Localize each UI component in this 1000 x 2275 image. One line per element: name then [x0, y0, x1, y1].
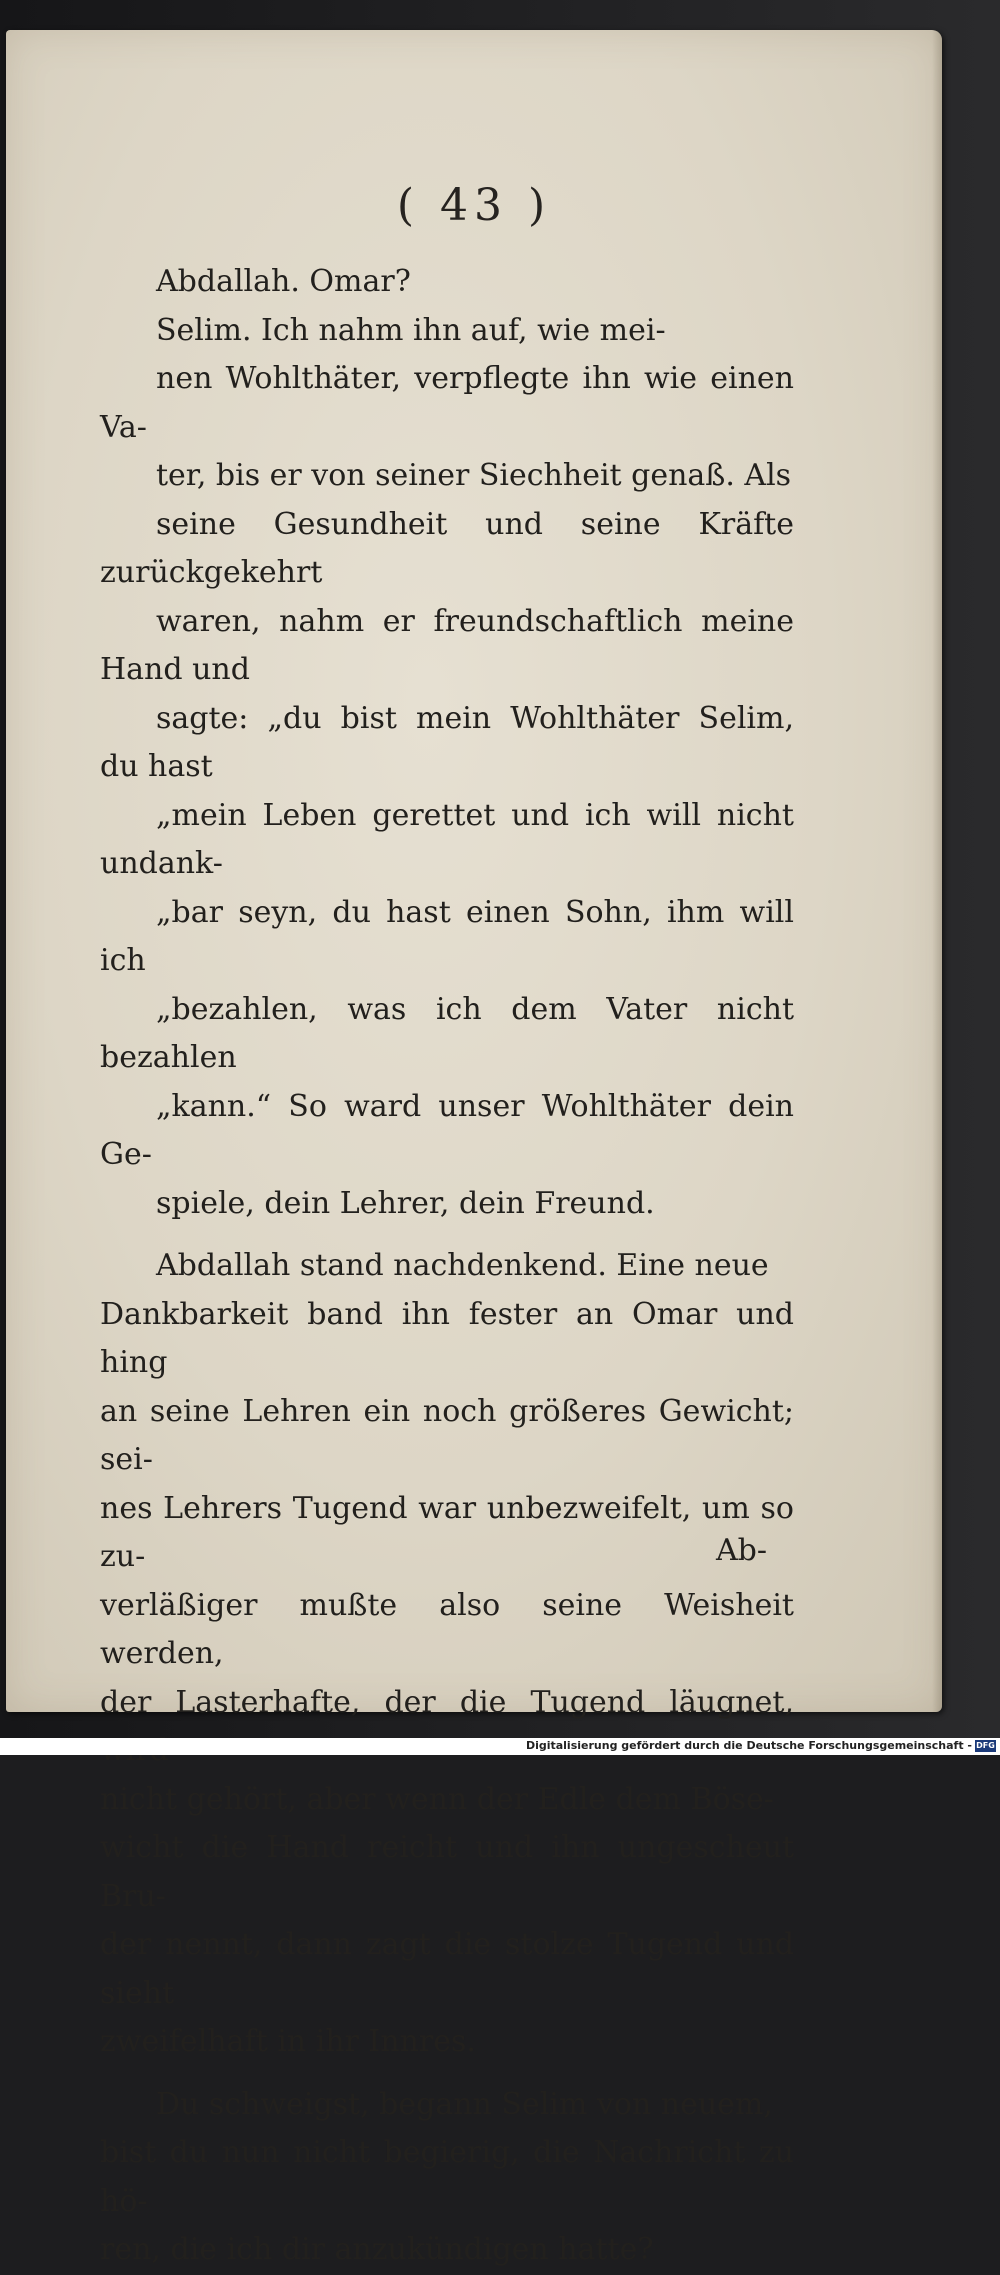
text-line: zweifelhaft in ihr Innres. — [100, 2024, 476, 2059]
text-line: Abdallah stand nachdenkend. Eine neue — [156, 1248, 769, 1283]
text-line: wicht die Hand reicht und ihn ungescheut Bru- — [100, 1830, 794, 1914]
text-line: nicht gehört, aber wenn der Edle dem Böse- — [100, 1781, 774, 1817]
text-line: sagte: „du bist mein Wohlthäter Selim, du hast — [100, 700, 794, 784]
text-line: spiele, dein Lehrer, dein Freund. — [156, 1185, 655, 1221]
text-line: bist du nun nicht begierig, die Nachricht zu hö- — [100, 2135, 794, 2219]
text-line: an seine Lehren ein noch größeres Gewicht; sei- — [100, 1393, 794, 1477]
paragraph-3 — [100, 2081, 794, 2275]
text-line: verläßiger mußte also seine Weisheit werden, — [100, 1587, 794, 1671]
text-line: nen Wohlthäter, verpflegte ihn wie einen Va- — [100, 361, 794, 445]
text-line: „bar seyn, du hast einen Sohn, ihm will ich — [100, 894, 794, 978]
footer-credit: Digitalisierung gefördert durch die Deutsche Forschungsgemeinschaft - — [525, 1739, 972, 1752]
text-line: Selim. Ich nahm ihn auf, wie mei- — [156, 312, 666, 348]
text-line: ren, die ich dir anzukündigen hatte? — [100, 2232, 654, 2267]
page-edge-shadow — [932, 30, 942, 1712]
text-line: der Lasterhafte, der die Tugend läugnet, — [100, 1684, 794, 1720]
footer-strip — [0, 1738, 1000, 1755]
text-line: der nennt, dann zagt die stolze Tugend und sieht — [100, 1927, 794, 2011]
page-number: ( 43 ) — [396, 180, 552, 231]
text-line: Du schweigst, begann Selim von neuem, — [156, 2086, 773, 2122]
text-line: „kann.“ So ward unser Wohlthäter dein Ge- — [100, 1088, 794, 1172]
paragraph-2 — [100, 1242, 794, 2067]
text-line: „mein Leben gerettet und ich will nicht undank- — [100, 797, 794, 881]
text-line: „bezahlen, was ich dem Vater nicht bezahlen — [100, 991, 794, 1075]
paragraph-1 — [100, 258, 794, 1228]
text-line: nes Lehrers Tugend war unbezweifelt, um so zu- — [100, 1490, 794, 1574]
text-line: ter, bis er von seiner Siechheit genaß. Als — [156, 458, 792, 493]
catchword: Ab- — [716, 1533, 768, 1568]
text-line: seine Gesundheit und seine Kräfte zurückgekehrt — [100, 506, 794, 590]
page-text — [100, 258, 794, 2275]
text-line: Abdallah. Omar? — [156, 264, 411, 299]
dfg-logo-icon: DFG — [976, 1741, 995, 1750]
text-line: waren, nahm er freundschaftlich meine Hand und — [100, 603, 794, 687]
text-line: Dankbarkeit band ihn fester an Omar und hing — [100, 1296, 794, 1380]
